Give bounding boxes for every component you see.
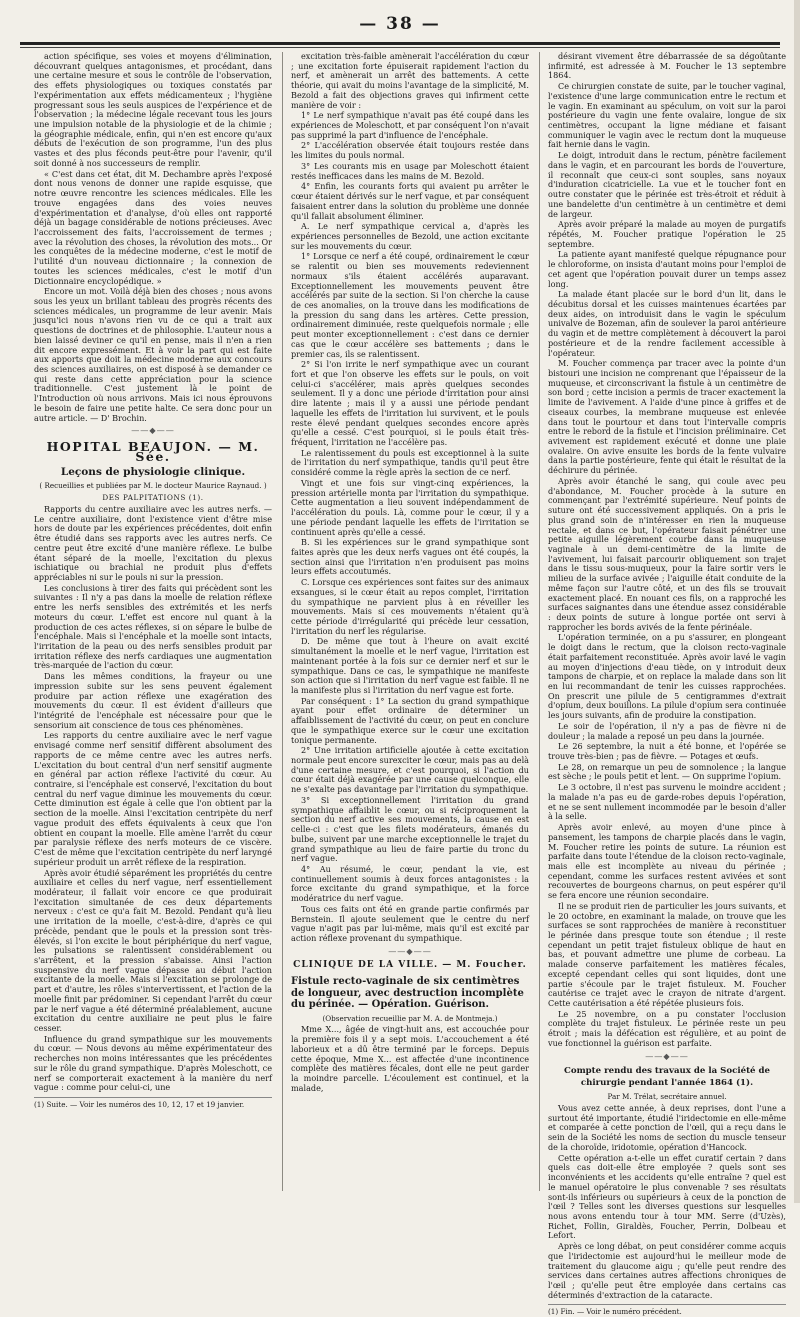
header-rule-thin — [20, 47, 780, 48]
separator: ——◆—— — [388, 945, 432, 956]
paragraph: L'opération terminée, on a pu s'assurer, en plongeant le doigt dans le rectum, que la cloison recto-vaginale était parfaitement reconstituée. Après avoir lavé le vagin au moyen d'injections d'eau tiède, on y introduit deux tampons de charpie, et on replace la malade dans son lit en lui recommandant de tenir les cuisses rapprochées. On prescrit une pilule de 5 centigrammes d'extrait d'opium, deux bouillons. La pilule d'opium sera continuée les jours suivants, afin de produire la constipation. — [548, 632, 786, 721]
case-title: Fistule recto-vaginale de six centimètres de longueur, avec destruction incomplète du périnée. — Opération. Guérison. — [291, 976, 524, 1011]
paragraph: Rapports du centre auxiliaire avec les autres nerfs. — Le centre auxiliaire, dont l'existence vient d'être mise hors de doute par les expériences précédentes, doit enfin être étudié dans ses rapports avec les autres nerfs. Ce centre peut être excité d'une manière réflexe. Le bulbe étant séparé de la moelle, l'excitation du plexus ischiatique ou brachial ne produit plus d'effets appréciables ni sur le pouls ni sur la pression. — [34, 503, 272, 582]
lecture-topic: DES PALPITATIONS (1). — [102, 493, 204, 503]
paragraph: Les conclusions à tirer des faits qui précèdent sont les suivantes : Il n'y a pas dans la moelle de relation réflexe entre les nerfs sensibles des extrémités et les nerfs moteurs du cœur. L'effet est encore nul quant à la production de ces actes réflexes, si on sépare le bulbe de l'encéphale. Mais si l'encéphale et la moelle sont intacts, l'irritation de la peau ou des nerfs sensibles produit par irritation réflexe des nerfs cardiaques une augmentation très-marquée de l'action du cœur. — [34, 582, 272, 671]
paragraph: Dans les mêmes conditions, la frayeur ou une impression subite sur les sens peuvent également produire par action réflexe une exagération des mouvements du cœur. Il est évident d'ailleurs que l'intégrité de l'encéphale est nécessaire pour que le sensorium ait conscience de tous ces phénomènes. — [34, 671, 272, 730]
paragraph: Le 28, on remarque un peu de somnolence ; la langue est sèche ; le pouls petit et lent. — On supprime l'opium. — [548, 761, 786, 782]
page-number: — 38 — — [359, 14, 441, 34]
page-header — [20, 12, 780, 48]
paragraph: 1° Lorsque ce nerf a été coupé, ordinairement le cœur se ralentit ou bien ses mouvements redeviennent normaux s'ils étaient accélérés auparavant. Exceptionnellement les mouvements peuvent être accélérés par suite de la section. Si l'on cherche la cause de ces anomalies, on la trouve dans les modifications de la pression du sang dans les artères. Cette pression, ordinairement diminuée, reste quelquefois normale ; elle peut monter exceptionnellement : c'est dans ce dernier cas que le cœur accélère ses battements ; dans le premier cas, ils se ralentissent. — [291, 251, 529, 359]
paragraph: Après avoir enlevé, au moyen d'une pince à pansement, les tampons de charpie placés dans le vagin, M. Foucher retire les points de suture. La réunion est parfaite dans toute l'étendue de la cloison recto-vaginale, mais elle est incomplète au niveau du périnée ; cependant, comme les surfaces restent avivées et sont recouvertes de bourgeons charnus, on peut espérer qu'il se fera encore une réunion secondaire. — [548, 822, 786, 901]
paragraph: Après avoir étudié séparément les propriétés du centre auxiliaire et celles du nerf vague, nerf essentiellement modérateur, il fallait voir encore ce que produirait l'excitation simultanée de ces deux départements nerveux : c'est ce qu'a fait M. Bezold. Pendant qu'à lieu une irritation de la moelle, c'est-à-dire, d'après ce qui précède, pendant que le pouls et la pression sont très-élevés, si l'on excite le bout périphérique du nerf vague, les pulsations se ralentissent considérablement ou s'arrêtent, et la pression s'abaisse. Ainsi l'action suspensive du nerf vague dépasse au début l'action excitante de la moelle. Mais si l'excitation se prolonge de part et d'autre, les rôles s'intervertissent, et l'action de la moelle finit par prédominer. Si cependant l'arrêt du cœur par le nerf vague a été déterminé préalablement, aucune excitation du centre auxiliaire ne peut plus le faire cesser. — [34, 867, 272, 1033]
paragraph: Les rapports du centre auxiliaire avec le nerf vague envisagé comme nerf sensitif diffèrent absolument des rapports de ce même centre avec les autres nerfs. L'excitation du bout central d'un nerf sensitif augmente en général par action réflexe l'activité du cœur. Au contraire, si l'encéphale est conservé, l'excitation du bout central du nerf vague diminue les mouvements du cœur. Cette diminution est égale à celle que l'on obtient par la section de la moelle. Ainsi l'excitation centripète du nerf vague produit des effets équivalents à ceux que l'on obtient en coupant la moelle. Elle amène l'arrêt du cœur par paralysie réflexe des nerfs moteurs de ce viscère. C'est de même que l'excitation centripète du nerf laryngé supérieur produit un arrêt réflexe de la respiration. — [34, 730, 272, 867]
paragraph: 2° L'accélération observée était toujours restée dans les limites du pouls normal. — [291, 140, 529, 161]
paragraph: 1° Le nerf sympathique n'avait pas été coupé dans les expériences de Moleschott, et par conséquent l'on n'avait pas supprimé la part d'influence de l'encéphale. — [291, 110, 529, 140]
section-title-clinique: CLINIQUE DE LA VILLE. — M. Foucher. — [293, 960, 527, 971]
paragraph: Il ne se produit rien de particulier les jours suivants, et le 20 octobre, en examinant la malade, on trouve que les surfaces se sont rapprochées de manière à reconstituer le périnée dans presque toute son étendue ; il reste cependant un petit trajet fistuleux oblique de haut en bas, et pouvant admettre une plume de corbeau. La malade conserve parfaitement les matières fécales, excepté cependant celles qui sont liquides, dont une partie s'écoule par le trajet fistuleux. M. Foucher cautérise ce trajet avec le crayon de nitrate d'argent. Cette cautérisation a été répétée plusieurs fois. — [548, 900, 786, 1008]
paragraph: Après avoir étanché le sang, qui coule avec peu d'abondance, M. Foucher procède à la suture en commençant par l'extrémité supérieure. Neuf points de suture ont été successivement appliqués. On a pris le plus grand soin de n'intéresser en rien la muqueuse rectale, et dans ce but, l'opérateur faisait pénétrer une petite aiguille légèrement courbe dans la muqueuse vaginale à un demi-centimètre de la limite de l'avivement, lui faisait parcourir obliquement son trajet dans le tissu sous-muqueux, pour la faire sortir vers le milieu de la surface avivée ; l'aiguille était conduite de la même façon sur l'autre côté, et un des fils se trouvait exactement placé. En nouant ces fils, on a rapproché les surfaces saignantes dans une étendue assez considérable : deux points de suture à longue portée ont servi à rapprocher les bords avivés de la fente périnéale. — [548, 475, 786, 632]
paragraph: Ce chirurgien constate de suite, par le toucher vaginal, l'existence d'une large communication entre le rectum et le vagin. En examinant au spéculum, on voit sur la paroi postérieure du vagin une fente ovalaire, longue de six centimètres, occupant la ligne médiane et faisant communiquer le vagin avec le rectum dont la muqueuse fait hernie dans le vagin. — [548, 81, 786, 150]
paragraph: Le 25 novembre, on a pu constater l'occlusion complète du trajet fistuleux. Le périnée reste un peu étroit ; mais la défécation est régulière, et au point de vue fonctionnel la guérison est parfaite. — [548, 1008, 786, 1048]
section-title-hopital-beaujon: HOPITAL BEAUJON. — M. Sée. — [46, 439, 260, 464]
paragraph: Le ralentissement du pouls est exceptionnel à la suite de l'irritation du nerf sympathique, tandis qu'il peut être considéré comme la règle après la section de ce nerf. — [291, 447, 529, 478]
paragraph: Tous ces faits ont été en grande partie confirmés par Bernstein. Il ajoute seulement que le centre du nerf vague n'agit pas par lui-même, mais qu'il est excité par action réflexe provenant du sympathique. — [291, 903, 529, 943]
paragraph: 4° Enfin, les courants forts qui avaient pu arrêter le cœur étaient dérivés sur le nerf vague, et par conséquent faisaient entrer dans la solution du problème une donnée qu'il fallait absolument éliminer. — [291, 181, 529, 221]
section-author: Par M. Trélat, secrétaire annuel. — [607, 1092, 727, 1102]
header-rule-heavy — [20, 42, 780, 45]
paragraph: Par conséquent : 1° La section du grand sympathique ayant pour effet ordinaire de déterminer un affaiblissement de l'activité du cœur, on peut en conclure que le sympathique exerce sur le cœur une excitation tonique permanente. — [291, 695, 529, 745]
paragraph: 2° Si l'on irrite le nerf sympathique avec un courant fort et que l'on observe les effets sur le pouls, on voit celui-ci s'accélérer, mais après quelques secondes seulement. Il y a donc une période d'irritation pour ainsi dire latente ; mais il y a aussi une période pendant laquelle les effets de l'irritation lui survivent, et le pouls reste élevé pendant quelques secondes encore après qu'elle a cessé. C'est pourquoi, si le pouls était très-fréquent, l'irritation ne l'accélère pas. — [291, 359, 529, 448]
column-middle — [282, 52, 529, 1191]
separator: ——◆—— — [131, 425, 175, 436]
paragraph: Vingt et une fois sur vingt-cinq expériences, la pression artérielle monta par l'irritation du sympathique. Cette augmentation a lieu souvent indépendamment de l'accélération du pouls. Là, comme pour le cœur, il y a une période pendant laquelle les effets de l'irritation se continuent après qu'elle a cessé. — [291, 477, 529, 537]
footnote: (1) Fin. — Voir le numéro précédent. — [548, 1304, 786, 1317]
paragraph: excitation très-faible amènerait l'accélération du cœur ; une excitation forte épuiserait rapidement l'action du nerf, et amènerait un arrêt des battements. A cette théorie, qui avait du moins l'avantage de la simplicité, M. Bezold a fait des objections graves qui infirment cette manière de voir : — [291, 51, 529, 110]
lecture-subtitle: ( Recueillies et publiées par M. le docteur Maurice Raynaud. ) — [39, 481, 267, 491]
paragraph: C. Lorsque ces expériences sont faites sur des animaux exsangues, si le cœur était au repos complet, l'irritation du sympathique ne parvient plus à en réveiller les mouvements. Mais si ces mouvements n'étaient qu'à cette période d'irrégularité qui précède leur cessation, l'irritation du nerf les régularise. — [291, 577, 529, 636]
column-left — [34, 52, 272, 1191]
lecture-title: Leçons de physiologie clinique. — [60, 466, 246, 479]
paragraph: Vous avez cette année, à deux reprises, dont l'une a surtout été importante, étudié l'iridectomie en elle-même et comparée à cette ponction de l'œil, qui a reçu dans le sein de la Société les noms de section du muscle tenseur de la choroïde, iridotomie, opération d'Hancock. — [548, 1103, 786, 1152]
paragraph: Après avoir préparé la malade au moyen de purgatifs répétés, M. Foucher pratique l'opération le 25 septembre. — [548, 219, 786, 249]
text-columns — [34, 51, 786, 1317]
paragraph: La malade étant placée sur le bord d'un lit, dans le décubitus dorsal et les cuisses maintenues écartées par deux aides, on introduisit dans le vagin le spéculum univalve de Bozeman, afin de soulever la paroi antérieure du vagin et de mettre complètement à découvert la paroi postérieure et de la rendre facilement accessible à l'opérateur. — [548, 289, 786, 358]
paragraph: Encore un mot. Voilà déjà bien des choses ; nous avons sous les yeux un brillant tableau des progrès récents des sciences médicales, un programme de leur avenir. Mais jusqu'ici nous n'avons rien vu de ce qui a trait aux questions de doctrines et de philosophie. L'auteur nous a bien laissé deviner ce qu'il en pense, mais il n'en a rien dit encore expressément. Et à voir la part qui est faite aux apports que doit la médecine moderne aux concours des sciences auxiliaires, on est disposé à se demander ce qui reste dans cette appréciation pour la science traditionnelle. C'est justement là le point de l'Introduction où nous arrivons. Mais ici nous éprouvons le besoin de faire une petite halte. Ce sera donc pour un autre article. — D' Brochin. — [34, 286, 272, 423]
paragraph: 3° Les courants mis en usage par Moleschott étaient restés inefficaces dans les mains de M. Bezold. — [291, 160, 529, 181]
paragraph: désirant vivement être débarrassée de sa dégoûtante infirmité, est adressée à M. Foucher le 13 septembre 1864. — [548, 51, 786, 81]
paragraph: A. Le nerf sympathique cervical a, d'après les expériences personnelles de Bezold, une action excitante sur les mouvements du cœur. — [291, 221, 529, 251]
paragraph: Cette opération a-t-elle un effet curatif certain ? dans quels cas doit-elle être employée ? quels sont ses inconvénients et les accidents qu'elle entraîne ? quel est le manuel opératoire le plus convenable ? ses résultats sont-ils inférieurs ou supérieurs à ceux de la ponction de l'œil ? Telles sont les diverses questions sur lesquelles nous avons entendu tour à tour MM. Serre (d'Uzès), Richet, Follin, Giraldès, Foucher, Perrin, Dolbeau et Lefort. — [548, 1152, 786, 1241]
paragraph: Le 3 octobre, il n'est pas survenu le moindre accident ; la malade n'a pas eu de garde-robes depuis l'opération, et ne se sent nullement incommodée par le besoin d'aller à la selle. — [548, 782, 786, 822]
paragraph: 2° Une irritation artificielle ajoutée à cette excitation normale peut encore surexciter le cœur, mais pas au delà d'une certaine mesure, et c'est pourquoi, si l'action du cœur était déjà exagérée par une cause quelconque, elle ne s'exalte pas davantage par l'irritation du sympathique. — [291, 745, 529, 795]
paragraph: « C'est dans cet état, dit M. Dechambre après l'exposé dont nous venons de donner une rapide esquisse, que notre œuvre rencontre les sciences médicales. Elle les trouve engagées dans des voies neuves d'expérimentation et d'analyse, d'où elles ont rapporté déjà un bagage considérable de notions précieuses. Avec l'accroissement des faits, l'accroissement de termes ; avec la révolution des choses, la révolution des mots... Or les conquêtes de la médecine moderne, c'est le motif de l'utilité d'un nouveau dictionnaire ; la connexion de toutes les sciences médicales, c'est le motif d'un Dictionnaire encyclopédique. » — [34, 168, 272, 286]
paragraph: 3° Si exceptionnellement l'irritation du grand sympathique affaiblit le cœur, ou si réciproquement la section du nerf active ses mouvements, la cause en est celle-ci : c'est que les filets modérateurs, émanés du bulbe, suivent par une marche exceptionnelle le trajet du grand sympathique au lieu de faire partie du tronc du nerf vague. — [291, 794, 529, 864]
paragraph: M. Foucher commença par tracer avec la pointe d'un bistouri une incision ne comprenant que l'épaisseur de la muqueuse, et circonscrivant la fistule à un centimètre de son bord ; cette incision a permis de tracer exactement la limite de l'avivement. A l'aide d'une pince à griffes et de ciseaux courbes, la membrane muqueuse est enlevée dans tout le pourtour et dans tout l'intervalle compris entre le rebord de la fistule et l'incision préliminaire. Cet avivement est rapidement exécuté et donne une plaie ovalaire. On avive ensuite les bords de la fente vulvaire dans la partie postérieure, fente qui était le résultat de la déchirure du périnée. — [548, 358, 786, 476]
paragraph: B. Si les expériences sur le grand sympathique sont faites après que les deux nerfs vagues ont été coupés, la section ainsi que l'irritation n'en produisent pas moins leurs effets accoutumés. — [291, 537, 529, 577]
paragraph: Le soir de l'opération, il n'y a pas de fièvre ni de douleur ; la malade a reposé un peu dans la journée. — [548, 720, 786, 741]
case-subtitle: (Observation recueillie par M. A. de Montmeja.) — [322, 1013, 498, 1023]
paragraph: La patiente ayant manifesté quelque répugnance pour le chloroforme, on insista d'autant moins pour l'emploi de cet agent que l'opération pouvait durer un temps assez long. — [548, 249, 786, 289]
paragraph: Le 26 septembre, la nuit a été bonne, et l'opérée se trouve très-bien ; pas de fièvre. — Potages et œufs. — [548, 741, 786, 762]
paragraph: D. De même que tout à l'heure on avait excité simultanément la moelle et le nerf vague, l'irritation est maintenant portée à la fois sur ce dernier nerf et sur le sympathique. Dans ce cas, le sympathique ne manifeste son action que si l'irritation du nerf vague est faible. Il ne la manifeste plus si l'irritation du nerf vague est forte. — [291, 636, 529, 695]
paragraph: 4° Au résumé, le cœur, pendant la vie, est continuellement soumis à deux forces antagonistes : la force excitante du grand sympathique, et la force modératrice du nerf vague. — [291, 863, 529, 904]
paragraph: Après ce long débat, on peut considérer comme acquis que l'iridectomie est aujourd'hui le meilleur mode de traitement du glaucome aigu ; qu'elle peut rendre des services dans certaines autres affections chroniques de l'œil ; qu'elle peut être employée dans certains cas déterminés d'extraction de la cataracte. — [548, 1241, 786, 1300]
footnote: (1) Suite. — Voir les numéros des 10, 12, 17 et 19 janvier. — [34, 1097, 272, 1110]
page-edge — [794, 0, 800, 1203]
section-title-societe-chirurgie: Compte rendu des travaux de la Société de chirurgie pendant l'année 1864 (1). — [564, 1066, 770, 1088]
column-right — [539, 51, 786, 1317]
paragraph: Influence du grand sympathique sur les mouvements du cœur. — Nous devons au même expérimentateur des recherches non moins intéressantes que les précédentes sur le rôle du grand sympathique. D'après Moleschott, ce nerf se comporterait exactement à la manière du nerf vague : comme pour celui-ci, une — [34, 1033, 272, 1093]
paragraph: Mme X..., âgée de vingt-huit ans, est accouchée pour la première fois il y a sept mois. L'accouchement a été laborieux et a dû être terminé par le forceps. Depuis cette époque, Mme X... est affectée d'une incontinence complète des matières fécales, dont elle ne peut garder la moindre parcelle. L'écoulement est continuel, et la malade, — [291, 1024, 529, 1093]
paragraph: action spécifique, ses voies et moyens d'élimination, découvrant quelques antagonismes, et procédant, dans une certaine mesure et sous le contrôle de l'observation, des effets physiologiques ou toxiques constatés par l'expérimentation aux effets médicamenteux ; l'hygiène progressant sous les seuls auspices de l'expérience et de l'observation ; la médecine légale recevant tous les jours une impulsion notable de la physiologie et de la chimie ; la géographie médicale, enfin, qui n'en est encore qu'aux débuts de l'exécution de son programme, l'un des plus vastes et des plus féconds peut-être pour l'avenir, qu'il soit donné à nos successeurs de remplir. — [34, 51, 272, 168]
separator: ——◆—— — [645, 1050, 689, 1061]
paragraph: Le doigt, introduit dans le rectum, pénètre facilement dans le vagin, et en parcourant les bords de l'ouverture, il reconnaît que ceux-ci sont souples, sans noyaux d'induration cicatricielle. La vue et le toucher font en outre constater que le périnée est très-étroit et réduit à une bandelette d'un centimètre à un centimètre et demi de largeur. — [548, 150, 786, 219]
